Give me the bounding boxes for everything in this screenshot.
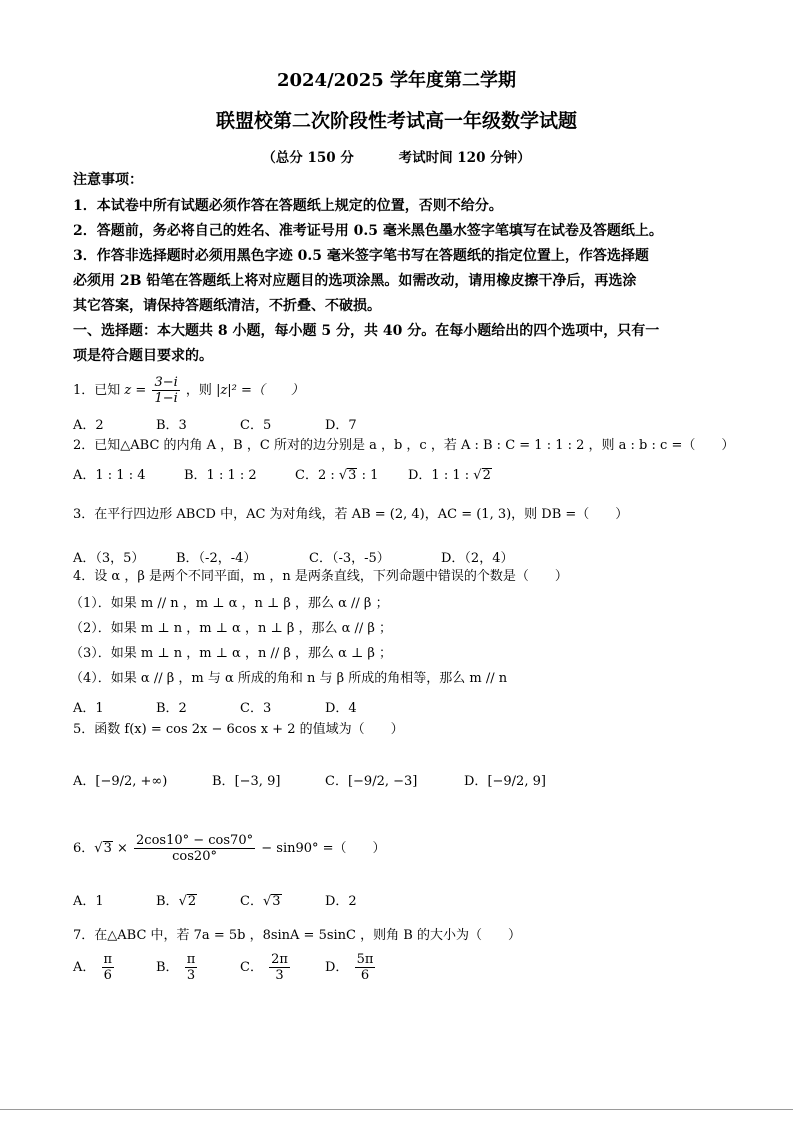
question-6: 6．√3 × $\frac{2\cos 10^\circ - \cos 70^\circ}{\cos 20^\circ}$ − sin90° =（ ） <box>73 833 386 864</box>
q6-option-a[interactable]: A．1 <box>73 894 104 909</box>
q4-option-a[interactable]: A．1 <box>73 701 104 716</box>
q6-option-c[interactable]: C．√3 <box>240 894 281 909</box>
question-1: 1．已知 z = $\frac{3-i}{1-i}$ ，则 |z|² =（ ） <box>73 375 304 406</box>
q3-option-d[interactable]: D．（2，4） <box>441 551 514 566</box>
exam-time: 考试时间 120 分钟） <box>398 150 531 166</box>
q6-option-b[interactable]: B．√2 <box>156 894 197 909</box>
q7-option-b[interactable]: B． $\frac{\pi}{3}$ <box>156 952 196 983</box>
q1-option-d[interactable]: D．7 <box>325 418 357 433</box>
q1-option-c[interactable]: C．5 <box>240 418 272 433</box>
q4-option-b[interactable]: B．2 <box>156 701 187 716</box>
notice-item-2: 2．答题前，务必将自己的姓名、准考证号用 0.5 毫米黑色墨水签字笔填写在试卷及答题纸上。 <box>73 223 663 239</box>
q5-option-d[interactable]: D．[−9/2, 9] <box>464 774 546 789</box>
q5-option-b[interactable]: B．[−3, 9] <box>212 774 281 789</box>
section-heading-line2: 项是符合题目要求的。 <box>73 348 213 364</box>
q3-option-c[interactable]: C．（-3，-5） <box>309 551 390 566</box>
exam-term: 2024/2025 学年度第二学期 <box>276 70 517 91</box>
q4-statement-2: （2）．如果 m ⊥ n ，m ⊥ α ，n ⊥ β ，那么 α // β ； <box>70 621 393 636</box>
q6-option-d[interactable]: D．2 <box>325 894 357 909</box>
q4-statement-4: （4）．如果 α // β ，m 与 α 所成的角和 n 与 β 所成的角相等，那么 m // n <box>70 671 508 686</box>
question-5: 5．函数 f(x) = cos 2x − 6cos x + 2 的值域为（ ） <box>73 722 404 737</box>
notice-item-1: 1．本试卷中所有试题必须作答在答题纸上规定的位置，否则不给分。 <box>73 198 503 214</box>
notice-item-3c: 其它答案，请保持答题纸清洁，不折叠、不破损。 <box>73 298 381 314</box>
q7-option-d[interactable]: D． $\frac{5\pi}{6}$ <box>325 952 374 983</box>
section-heading-line1: 一、选择题：本大题共 8 小题，每小题 5 分，共 40 分。在每小题给出的四个选项中，只有一 <box>73 323 660 339</box>
question-2: 2．已知△ABC 的内角 A ，B ，C 所对的边分别是 a ，b ，c ，若 A : B : C = 1 : 1 : 2 ，则 a : b : c =（ ） <box>73 438 735 453</box>
notice-item-3a: 3．作答非选择题时必须用黑色字迹 0.5 毫米签字笔书写在答题纸的指定位置上，作答选择题 <box>73 248 649 264</box>
question-3: 3．在平行四边形 ABCD 中，AC 为对角线，若 AB = (2, 4)，AC = (1, 3)，则 DB =（ ） <box>73 507 629 522</box>
q3-option-a[interactable]: A．（3，5） <box>73 551 145 566</box>
q1-option-b[interactable]: B．3 <box>156 418 187 433</box>
question-4: 4．设 α ，β 是两个不同平面，m ，n 是两条直线，下列命题中错误的个数是（ ） <box>73 569 568 584</box>
q4-option-c[interactable]: C．3 <box>240 701 272 716</box>
q2-option-b[interactable]: B．1 : 1 : 2 <box>184 468 257 483</box>
notice-item-3b: 必须用 2B 铅笔在答题纸上将对应题目的选项涂黑。如需改动，请用橡皮擦干净后，再选涂 <box>73 273 637 289</box>
exam-title: 联盟校第二次阶段性考试高一年级数学试题 <box>215 110 577 132</box>
exam-meta <box>0 146 793 166</box>
q2-option-a[interactable]: A．1 : 1 : 4 <box>73 468 146 483</box>
q7-option-a[interactable]: A． $\frac{\pi}{6}$ <box>73 952 113 983</box>
page-footer-divider <box>0 1109 793 1110</box>
q6-fraction: $\frac{2\cos 10^\circ - \cos 70^\circ}{\cos 20^\circ}$ <box>136 833 254 864</box>
q3-option-b[interactable]: B．（-2，-4） <box>176 551 257 566</box>
q4-option-d[interactable]: D．4 <box>325 701 357 716</box>
notice-heading: 注意事项： <box>73 172 143 188</box>
q2-option-d[interactable]: D．1 : 1 : √2 <box>408 468 491 483</box>
q2-option-c[interactable]: C．2 : √3 : 1 <box>295 468 379 483</box>
q7-option-c[interactable]: C． $\frac{2\pi}{3}$ <box>240 952 288 983</box>
q5-option-a[interactable]: A．[−9/2, +∞) <box>73 774 168 789</box>
q5-option-c[interactable]: C．[−9/2, −3] <box>325 774 418 789</box>
total-score: （总分 150 分 <box>262 150 354 166</box>
q1-fraction: $\frac{3-i}{1-i}$ <box>154 375 178 406</box>
q4-statement-1: （1）．如果 m // n ，m ⊥ α ，n ⊥ β ，那么 α // β ； <box>70 596 389 611</box>
q4-statement-3: （3）．如果 m ⊥ n ，m ⊥ α ，n // β ，那么 α ⊥ β ； <box>70 646 393 661</box>
question-7: 7．在△ABC 中，若 7a = 5b ，8sinA = 5sinC ，则角 B 的大小为（ ） <box>73 928 521 943</box>
q1-option-a[interactable]: A．2 <box>73 418 104 433</box>
